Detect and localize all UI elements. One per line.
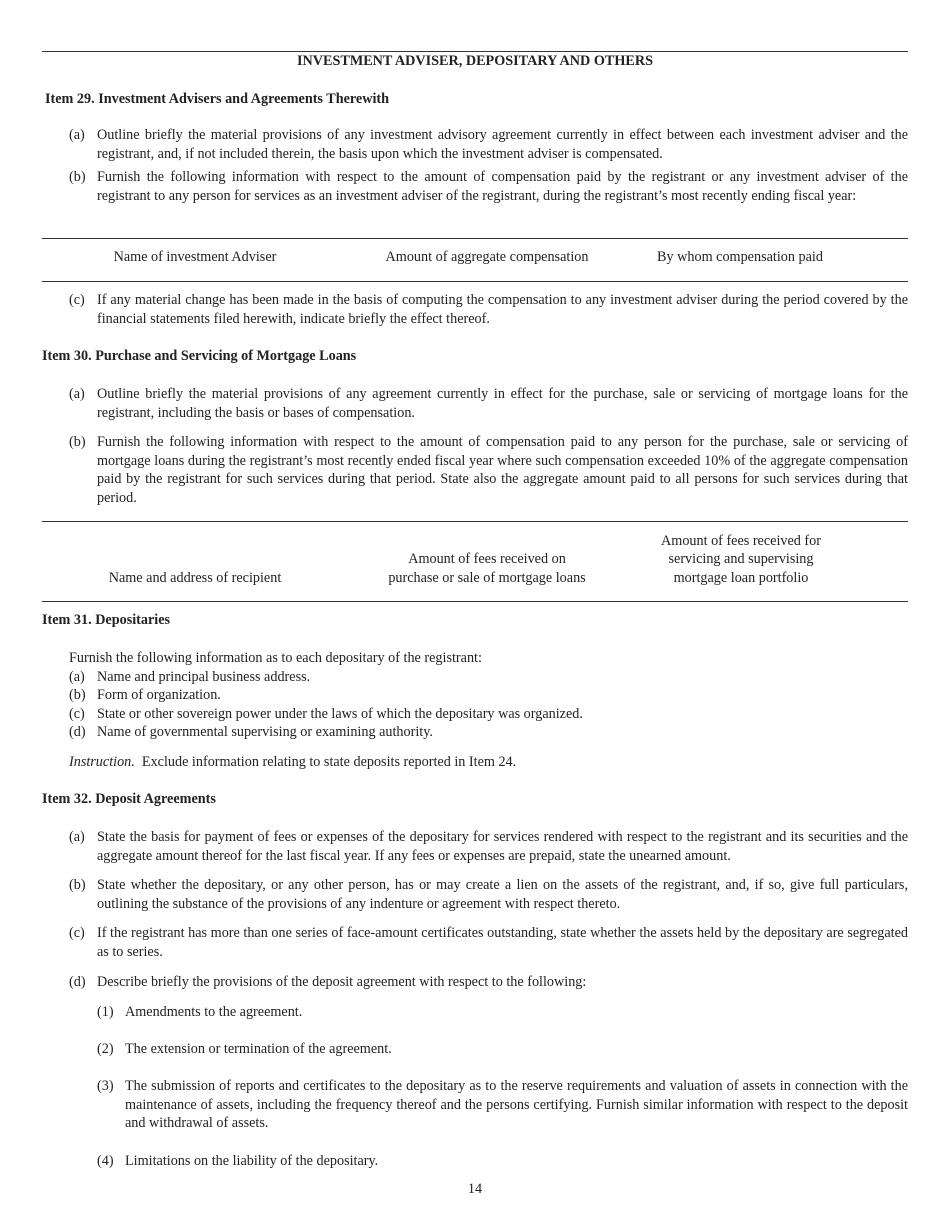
item30-col-servicing-line3: mortgage loan portfolio [673, 570, 809, 586]
item31-b-text: Form of organization. [97, 687, 221, 703]
item32-heading: Item 32. Deposit Agreements [42, 791, 216, 807]
item31-list-item [69, 686, 908, 705]
item29-para-b [69, 168, 908, 205]
item32-d4-label: (4) [97, 1153, 114, 1169]
item32-d3-label: (3) [97, 1078, 114, 1094]
item32-d4-text: Limitations on the liability of the depositary. [125, 1153, 379, 1169]
item29-b-text: Furnish the following information with respect to the amount of compensation paid by the registrant or any investment adviser of the registrant to any person for services as an investment adviser of the registrant, during the registrant’s most recently ending fiscal year: [97, 169, 908, 204]
item32-d2-text: The extension or termination of the agreement. [125, 1041, 392, 1057]
item31-d-text: Name of governmental supervising or examining authority. [97, 724, 433, 740]
item32-a-label: (a) [69, 829, 85, 845]
item30-col-purchase-line2: purchase or sale of mortgage loans [388, 570, 586, 586]
item32-b-label: (b) [69, 877, 86, 893]
item32-d3-text: The submission of reports and certificates to the depositary as to the reserve requirements and valuation of assets in connection with the maintenance of assets, including the frequency thereof and the persons certifying. Furnish similar information with respect to the deposit and withdrawal of assets. [125, 1078, 908, 1131]
item29-table-bottom-rule [42, 281, 908, 282]
item31-intro: Furnish the following information as to each depositary of the registrant: [69, 650, 482, 666]
item29-a-label: (a) [69, 127, 85, 143]
item30-para-b [69, 433, 908, 507]
item31-instruction [69, 753, 908, 772]
item29-b-label: (b) [69, 169, 86, 185]
item29-heading: Item 29. Investment Advisers and Agreements Therewith [45, 91, 390, 107]
item29-para-c [69, 291, 908, 328]
item29-col-adviser: Name of investment Adviser [113, 249, 277, 265]
item32-d-subitem [97, 1077, 908, 1133]
item31-d-label: (d) [69, 724, 86, 740]
item32-d-subitem [97, 1003, 908, 1022]
item32-d2-label: (2) [97, 1041, 114, 1057]
item31-list-item [69, 705, 908, 724]
item30-table-bottom-rule [42, 601, 908, 602]
item32-para-b [69, 876, 908, 913]
item32-d-subitem [97, 1152, 908, 1171]
item32-c-label: (c) [69, 925, 85, 941]
item31-c-text: State or other sovereign power under the laws of which the depositary was organized. [97, 706, 583, 722]
item29-c-label: (c) [69, 292, 85, 308]
item32-d1-label: (1) [97, 1004, 114, 1020]
item29-a-text: Outline briefly the material provisions of any investment advisory agreement currently in effect between each investment adviser and the registrant, and, if not included therein, the basis upon which the investment adviser is compensated. [97, 127, 908, 162]
item29-col-payer: By whom compensation paid [657, 249, 823, 265]
item31-heading: Item 31. Depositaries [42, 612, 171, 628]
page-number: 14 [467, 1181, 483, 1197]
item30-col-servicing-line2: servicing and supervising [668, 551, 814, 567]
item29-col-compensation: Amount of aggregate compensation [385, 249, 589, 265]
item29-para-a [69, 126, 908, 163]
item29-c-text: If any material change has been made in the basis of computing the compensation to any investment adviser during the period covered by the financial statements filed herewith, indicate briefly the effect thereof. [97, 292, 908, 327]
item30-col-recipient: Name and address of recipient [108, 570, 282, 586]
item32-d-label: (d) [69, 974, 86, 990]
item32-d1-text: Amendments to the agreement. [125, 1004, 303, 1020]
item30-col-purchase-line1: Amount of fees received on [408, 551, 566, 567]
item32-para-a [69, 828, 908, 865]
item32-d-text: Describe briefly the provisions of the deposit agreement with respect to the following: [97, 974, 587, 990]
item29-table-top-rule [42, 238, 908, 239]
item30-col-servicing-line1: Amount of fees received for [661, 533, 821, 549]
item30-b-text: Furnish the following information with respect to the amount of compensation paid to any person for the purchase, sale or servicing of mortgage loans during the registrant’s most recently ended fiscal year where such compensation exceeded 10% of the aggregate compensation paid by the registrant for such services during that period. State also the aggregate amount paid to all persons for such services during that period. [97, 434, 908, 506]
item31-a-label: (a) [69, 669, 85, 685]
item30-a-label: (a) [69, 386, 85, 402]
instruction-label: Instruction. [69, 754, 135, 770]
item31-list-item [69, 668, 908, 687]
item32-a-text: State the basis for payment of fees or expenses of the depositary for services rendered with respect to the registrant and its securities and the aggregate amount thereof for the last fiscal year. If any fees or expenses are prepaid, state the unearned amount. [97, 829, 908, 864]
instruction-text: Exclude information relating to state deposits reported in Item 24. [141, 754, 517, 770]
item30-para-a [69, 385, 908, 422]
item30-table-top-rule [42, 521, 908, 522]
section-title: INVESTMENT ADVISER, DEPOSITARY AND OTHERS [297, 53, 653, 69]
item31-c-label: (c) [69, 706, 85, 722]
item30-heading: Item 30. Purchase and Servicing of Mortgage Loans [42, 348, 357, 364]
item31-a-text: Name and principal business address. [97, 669, 311, 685]
item32-d-subitem [97, 1040, 908, 1059]
item32-para-c [69, 924, 908, 961]
item31-b-label: (b) [69, 687, 86, 703]
item30-b-label: (b) [69, 434, 86, 450]
item32-c-text: If the registrant has more than one series of face-amount certificates outstanding, state whether the assets held by the depositary are segregated as to series. [97, 925, 908, 960]
item32-b-text: State whether the depositary, or any other person, has or may create a lien on the assets of the registrant, and, if so, give full particulars, outlining the substance of the provisions of any indenture or agreement with respect thereto. [97, 877, 908, 912]
item31-list-item [69, 723, 908, 742]
item30-a-text: Outline briefly the material provisions of any agreement currently in effect for the purchase, sale or servicing of mortgage loans for the registrant, including the basis or bases of compensation. [97, 386, 908, 421]
item32-para-d [69, 973, 908, 992]
